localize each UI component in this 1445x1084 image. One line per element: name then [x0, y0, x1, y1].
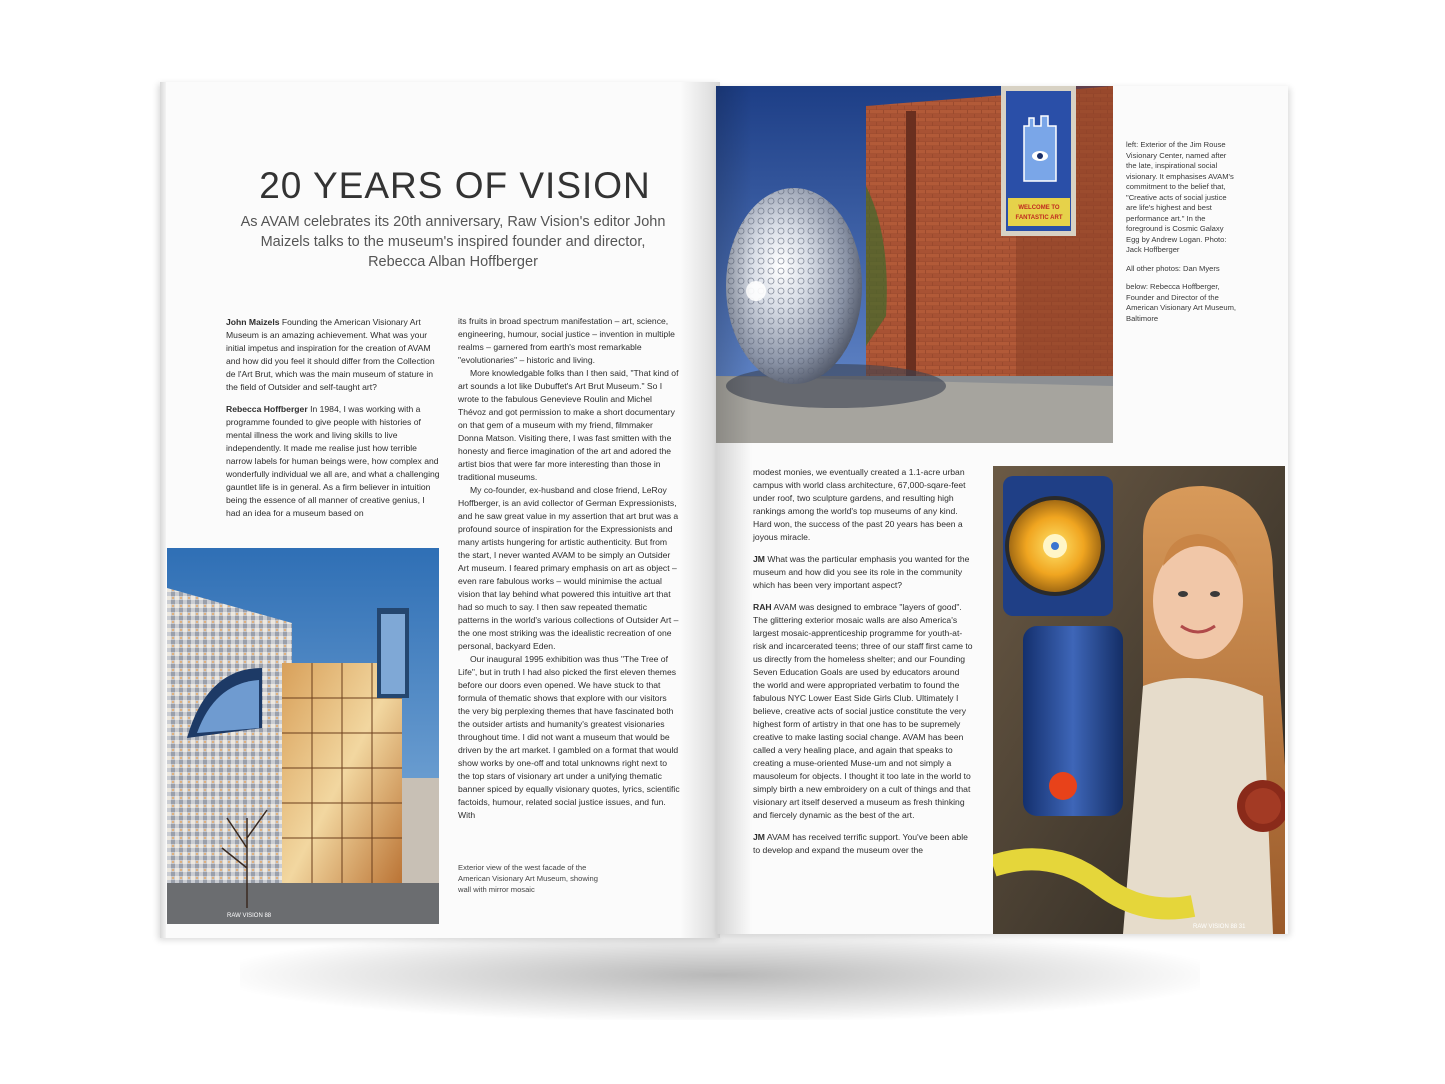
speaker-label: JM [753, 554, 765, 564]
paragraph: Our inaugural 1995 exhibition was thus "The Tree of Life", but in truth I had also picked the first eleven themes before our doors even opened. We have stuck to that formula of thematic shows that explore with our visitors the very big perplexing themes that have fascinated both the outsider artists and humanity's greatest visionaries throughout time. I did not want a museum that would be driven by the art market. I gambled on a format that would show works by one-off and total unknowns right next to the top stars of visionary art under a unifying thematic banner spiced by equally visionary quotes, lyrics, scientific factoids, humour, related social justice issues, and fun. With [458, 654, 680, 820]
svg-text:WELCOME TO: WELCOME TO [1018, 205, 1060, 211]
speaker-label: JM [753, 832, 765, 842]
paragraph: More knowledgable folks than I then said, "That kind of art sounds a lot like Dubuffet's Art Brut Museum." So I wrote to the fabulous Genevieve Roulin and Michel Thévoz and got permission to make a short documentary on that gem of a museum with my friend, filmmaker Donna Matson. Visiting there, I was fast smitten with the honesty and fierce imagination of the art and adored the artist bios that were far more interesting than those in traditional museums. [458, 368, 679, 482]
article-intro: As AVAM celebrates its 20th anniversary, Raw Vision's editor John Maizels talks to the museum's inspired founder and director, Rebecca Alban Hoffberger [240, 214, 666, 270]
right-folio: RAW VISION 88 31 [1193, 924, 1246, 930]
speaker-label: RAH [753, 602, 772, 612]
page-edge [160, 82, 166, 938]
paragraph: In 1984, I was working with a programme founded to give people with histories of mental illness the work and living skills to live independently. It made me realise just how terrible narrow labels for human beings were, how complex and wonderfully individual we all are, and what a challenging gauntlet life is in general. As a firm believer in intuition being the essence of all manner of creative genius, I had an idea for a museum based on [226, 404, 440, 518]
left-folio: RAW VISION 88 [227, 913, 272, 919]
text-column-3 [753, 466, 973, 857]
caption-paragraph: left: Exterior of the Jim Rouse Visionary Center, named after the late, inspirational social visionary. It emphasises AVAM's commitment to the belief that, "Creative acts of social justice are life's highest and best performance art." In the foreground is Cosmic Galaxy Egg by Andrew Logan. Photo: Jack Hoffberger [1126, 140, 1234, 254]
svg-text:FANTASTIC ART: FANTASTIC ART [1015, 215, 1063, 221]
paragraph: modest monies, we eventually created a 1.1-acre urban campus with world class architecture, 67,000-sqare-feet under roof, two sculpture gardens, and resulting high rankings among the world's top museums of any kind. Hard won, the success of the past 20 years has been a joyous miracle. [753, 467, 966, 542]
paragraph: AVAM was designed to embrace "layers of good". The glittering exterior mosaic walls are also America's largest mosaic-apprenticeship programme for youth-at-risk and incarcerated teens; three of our staff first came to us directly from the homeless shelter; and our Founding Seven Education Goals are used by educators around the world and were appropriated verbatim to found the fabulous NYC Lower East Side Girls Club. Ultimately I believe, creative acts of social justice constitute the very highest form of artistry in that one has to be supremely creative to make lasting social change. AVAM has been called a very healing place, and again that speaks to creating a muse-oriented Muse-um and not simply a mausoleum for objects. I thought it too late in the world to simply birth a new embroidery on a cult of things and that visionary art itself deserved a museum as fresh thinking and fiercely dynamic as the best of the art. [753, 602, 973, 820]
text-column-2 [458, 315, 680, 822]
museum-building-photo [167, 548, 439, 924]
photo-caption-right [1126, 140, 1236, 332]
paragraph: What was the particular emphasis you wanted for the museum and how did you see its role in the community which has been very important aspect? [753, 554, 970, 590]
photo-caption: Exterior view of the west facade of the American Visionary Art Museum, showing wall with mirror mosaic [458, 863, 598, 894]
cosmic-galaxy-egg-photo [716, 86, 1113, 443]
left-page [160, 82, 720, 938]
magazine-shadow [240, 930, 1200, 1020]
speaker-label: John Maizels [226, 317, 280, 327]
rebecca-portrait-photo [993, 466, 1285, 934]
article-title: 20 YEARS OF VISION [259, 164, 651, 206]
speaker-label: Rebecca Hoffberger [226, 404, 308, 414]
text-column-1 [226, 316, 440, 520]
paragraph: Founding the American Visionary Art Museum is an amazing achievement. What was your initial impetus and inspiration for the creation of AVAM and how did you feel it should differ from the Collection de l'Art Brut, which was the main museum of stature in the field of Outsider and self-taught art? [226, 317, 435, 392]
caption-paragraph: below: Rebecca Hoffberger, Founder and Director of the American Visionary Art Museum, Baltimore [1126, 282, 1237, 323]
right-page [716, 86, 1288, 934]
paragraph: its fruits in broad spectrum manifestation – art, science, engineering, humour, social justice – invention in multiple realms – garnered from earth's most remarkable "evolutionaries" – historic and living. [458, 316, 675, 365]
caption-paragraph: All other photos: Dan Myers [1126, 263, 1220, 273]
spine-shade [680, 82, 720, 938]
paragraph: My co-founder, ex-husband and close friend, LeRoy Hoffberger, is an avid collector of German Expressionists, and he saw great value in my assertion that art brut was a profound source of inspiration for the Expressionists and many artists hungering for artistic authenticity. But from the start, I never wanted AVAM to be simply an Outsider Art museum. I feared primary emphasis on art as object – even rare fabulous works – would minimise the actual vision that lay behind what powered this intuitive art that had so much to say. I then saw repeated thematic patterns in the world's various collections of Outsider Art – the one most striking was the idealistic recreation of one personal, backyard Eden. [458, 485, 679, 651]
paragraph: AVAM has received terrific support. You've been able to develop and expand the museum over the [753, 832, 968, 855]
